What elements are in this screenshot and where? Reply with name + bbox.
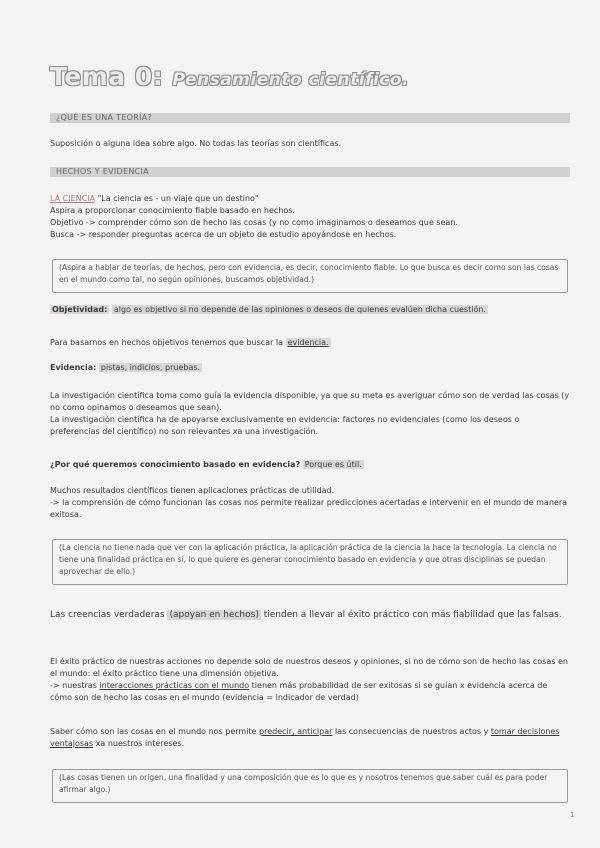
ciencia-aspira: Aspira a proporcionar conocimiento fiable basado en hechos.: [50, 206, 295, 215]
investigacion-p2: La investigación científica ha de apoyarse exclusivamente en evidencia: factores no evidenciales (como los deseos o preferencias del científico) no son relevantes xa una investigación.: [50, 415, 520, 436]
evidencia-highlight: evidencia.: [287, 338, 329, 347]
note-box-1: (Aspira a hablar de teorías, de hechos, pero con evidencia, es decir, conocimiento fiable. Lo que busca es decir como son las cosas en el mundo como tal, no según opiniones, buscamos objetividad.): [52, 259, 568, 293]
objetividad-definition: [50, 304, 570, 316]
exito-line2-underlined: interacciones prácticas con el mundo: [99, 681, 250, 690]
resultados-line2: -> la comprensión de cómo funcionan las cosas nos permite realizar predicciones acertadas e intervenir en el mundo de manera exitosa.: [50, 498, 568, 519]
creencias-part2: (apoyan en hechos): [169, 610, 259, 620]
section-heading-facts: HECHOS Y EVIDENCIA: [56, 167, 149, 176]
exito-line2-pre: -> nuestras: [50, 681, 97, 690]
note-box-2: (La ciencia no tiene nada que ver con la aplicación práctica, la aplicación práctica de la ciencia la hace la tecnología. La ciencia no tiene una finalidad práctica en sí, lo que quiere es generar conocimiento basado en evidencia y que otras disciplinas se puedan aprovechar de ello.): [52, 539, 568, 585]
evidencia-label: Evidencia:: [50, 363, 97, 372]
saber-post: xa nuestros intereses.: [95, 738, 185, 748]
document-title: [50, 62, 409, 91]
section-heading-theory: ¿QUÉ ES UNA TEORÍA?: [56, 113, 153, 122]
objetividad-label: Objetividad:: [52, 305, 108, 314]
page-number: 1: [570, 811, 575, 819]
porque-question: [50, 459, 570, 471]
creencias-line: [50, 608, 570, 622]
resultados-line1: Muchos resultados científicos tienen aplicaciones prácticas de utilidad.: [50, 486, 335, 495]
investigacion-p1: La investigación científica toma como guía la evidencia disponible, ya que su meta es averiguar cómo son de verdad las cosas (y no como opinamos o deseamos que sean).: [50, 391, 570, 412]
theory-definition: Suposición o alguna idea sobre algo. No todas las teorías son científicas.: [50, 139, 342, 148]
exito-line2-post: tienen más probabilidad de ser exitosas si se guían x evidencia acerca de cómo son de hecho las cosas en el mundo (evidencia = indicador de verdad): [50, 681, 548, 702]
creencias-part1: Las creencias verdaderas: [50, 610, 165, 620]
creencias-part3: tienden a llevar al éxito práctico con más fiabilidad que las falsas.: [263, 610, 562, 620]
note-box-3: (Las cosas tienen un origen, una finalidad y una composición que es lo que es y nosotros tenemos que saber cuál es para poder afirmar algo.): [52, 769, 568, 803]
title-main: Tema 0:: [50, 62, 164, 91]
porque-answer: Porque es útil.: [304, 460, 362, 469]
porque-text: ¿Por qué queremos conocimiento basado en evidencia?: [50, 460, 301, 469]
ciencia-objetivo: Objetivo -> comprender cómo son de hecho las cosas (y no como imaginamos o deseamos que sean.: [50, 218, 458, 227]
ciencia-busca: Busca -> responder preguntas acerca de un objeto de estudio apoyándose en hechos.: [50, 230, 397, 239]
saber-underline-2: tomar decisiones ventajosas: [50, 727, 560, 748]
objetividad-text: algo es objetivo si no depende de las opiniones o deseos de quienes evalúen dicha cuestión.: [113, 305, 486, 314]
ciencia-label: LA CIENCIA: [50, 194, 96, 203]
evidencia-text: pistas, indicios, pruebas.: [100, 363, 201, 372]
saber-line: [50, 726, 570, 749]
evidencia-definition: [50, 362, 570, 374]
para-basarnos-text: Para basarnos en hechos objetivos tenemos que buscar la: [50, 338, 284, 347]
saber-underline-1: predecir, anticipar: [259, 727, 333, 736]
saber-mid: las consecuencias de nuestros actos y: [334, 727, 489, 736]
title-sub: Pensamiento científico.: [172, 70, 409, 90]
saber-pre: Saber cómo son las cosas en el mundo nos permite: [50, 727, 257, 736]
exito-line1: El éxito práctico de nuestras acciones no depende solo de nuestros deseos y opiniones, si no de cómo son de hecho las cosas en el mundo: el éxito práctico tiene una dimensión objetiva.: [50, 657, 568, 678]
ciencia-line: [50, 193, 570, 205]
para-basarnos: [50, 337, 570, 349]
exito-line2: [50, 680, 570, 703]
ciencia-quote: "La ciencia es - un viaje que un destino": [97, 194, 259, 203]
